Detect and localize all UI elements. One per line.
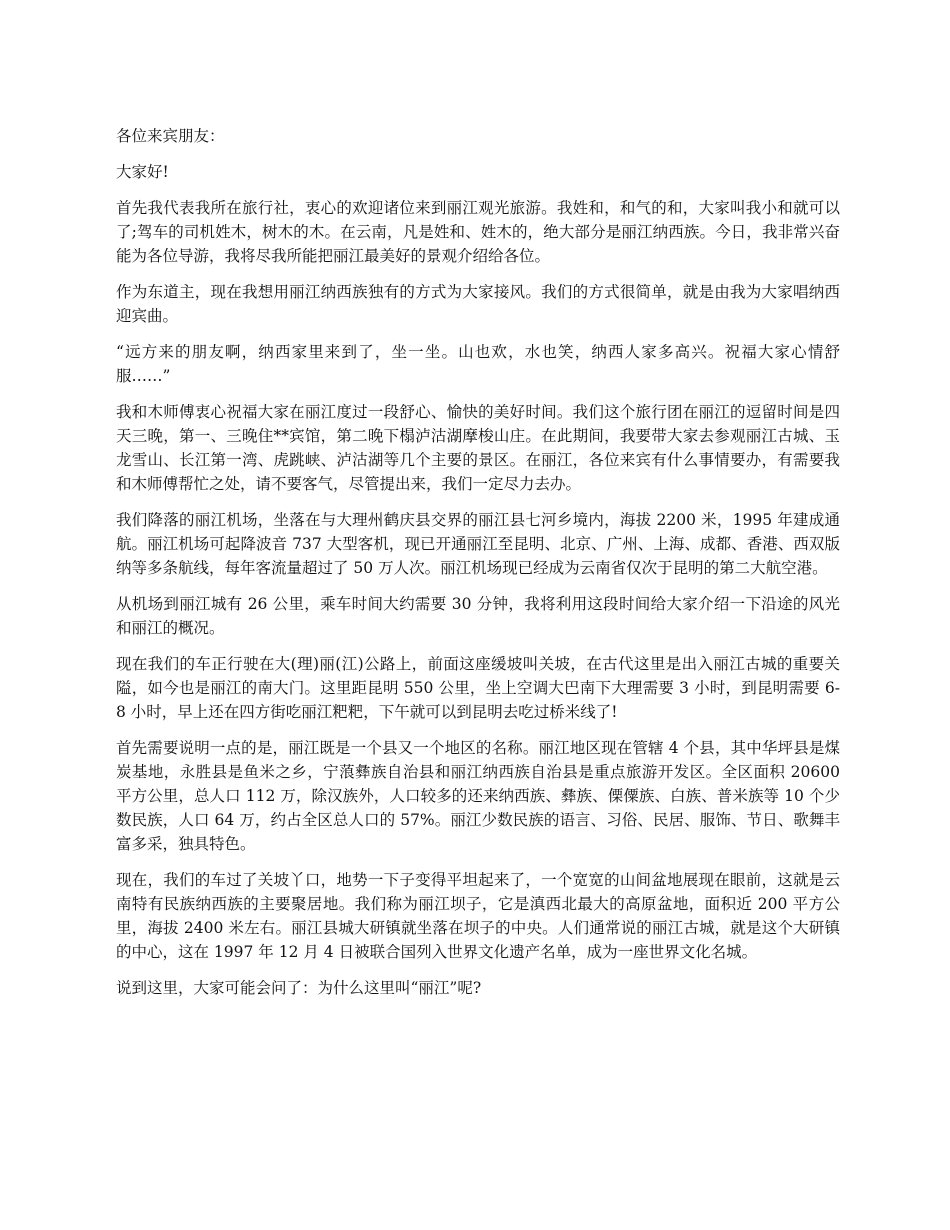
paragraph-welcome-song: 作为东道主，现在我想用丽江纳西族独有的方式为大家接风。我们的方式很简单，就是由我为大家唱纳西迎宾曲。 — [116, 283, 840, 325]
paragraph-song-lyrics: “远方来的朋友啊，纳西家里来到了，坐一坐。山也欢，水也笑，纳西人家多高兴。祝福大家心情舒服……” — [116, 343, 840, 385]
hello-line: 大家好! — [116, 163, 169, 181]
paragraph-lijiang-basin: 现在，我们的车过了关坡丫口，地势一下子变得平坦起来了，一个宽宽的山间盆地展现在眼前，这就是云南特有民族纳西族的主要聚居地。我们称为丽江坝子，它是滇西北最大的高原盆地，面积近 200 平方公里，海拔 2400 米左右。丽江县城大研镇就坐落在坝子的中央。人们通常说的丽江古城，就是这个大研镇的中心，这在 1997 年 12 月 4 日被联合国列入世界文化遗产名单，成为一座世界文化名城。 — [116, 871, 840, 961]
paragraph-airport: 我们降落的丽江机场，坐落在与大理州鹤庆县交界的丽江县七河乡境内，海拔 2200 米，1995 年建成通航。丽江机场可起降波音 737 大型客机，现已开通丽江至昆明、北京、广州、上海、成都、香港、西双版纳等多条航线，每年客流量超过了 50 万人次。丽江机场现已经成为云南省仅次于昆明的第二大航空港。 — [116, 511, 840, 577]
document-body — [116, 124, 840, 1012]
paragraph-introduction: 首先我代表我所在旅行社，衷心的欢迎诸位来到丽江观光旅游。我姓和，和气的和，大家叫我小和就可以了;驾车的司机姓木，树木的木。在云南，凡是姓和、姓木的，绝大部分是丽江纳西族。今日，我非常兴奋能为各位导游，我将尽我所能把丽江最美好的景观介绍给各位。 — [116, 199, 840, 265]
paragraph-name-question: 说到这里，大家可能会问了：为什么这里叫“丽江”呢? — [116, 979, 482, 997]
paragraph-guanpo: 现在我们的车正行驶在大(理)丽(江)公路上，前面这座缓坡叫关坡，在古代这里是出入丽江古城的重要关隘，如今也是丽江的南大门。这里距昆明 550 公里，坐上空调大巴南下大理需要 3 小时，到昆明需要 6-8 小时，早上还在四方街吃丽江粑粑，下午就可以到昆明去吃过桥米线了! — [116, 655, 840, 721]
paragraph-region-overview: 首先需要说明一点的是，丽江既是一个县又一个地区的名称。丽江地区现在管辖 4 个县，其中华坪县是煤炭基地，永胜县是鱼米之乡，宁蒗彝族自治县和丽江纳西族自治县是重点旅游开发区。全区面积 20600 平方公里，总人口 112 万，除汉族外，人口较多的还来纳西族、彝族、傈僳族、白族、普米族等 10 个少数民族，人口 64 万，约占全区总人口的 57%。丽江少数民族的语言、习俗、民居、服饰、节日、歌舞丰富多采，独具特色。 — [116, 739, 840, 853]
paragraph-transfer: 从机场到丽江城有 26 公里，乘车时间大约需要 30 分钟，我将利用这段时间给大家介绍一下沿途的风光和丽江的概况。 — [116, 595, 840, 637]
paragraph-itinerary: 我和木师傅衷心祝福大家在丽江度过一段舒心、愉快的美好时间。我们这个旅行团在丽江的逗留时间是四天三晚，第一、三晚住**宾馆，第二晚下榻泸沽湖摩梭山庄。在此期间，我要带大家去参观丽江古城、玉龙雪山、长江第一湾、虎跳峡、泸沽湖等几个主要的景区。在丽江，各位来宾有什么事情要办，有需要我和木师傅帮忙之处，请不要客气，尽管提出来，我们一定尽力去办。 — [116, 403, 840, 493]
greeting-line: 各位来宾朋友： — [116, 127, 225, 145]
